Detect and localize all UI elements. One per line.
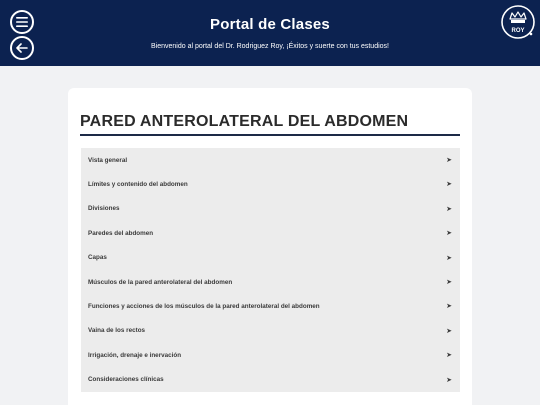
arrow-right-icon: ➤ [446,303,452,311]
arrow-right-icon: ➤ [446,205,452,213]
topic-item-limites[interactable] [81,172,460,196]
topic-label: Divisiones [88,205,120,213]
arrow-right-icon: ➤ [446,157,452,164]
top-header [0,0,540,66]
arrow-right-icon: ➤ [446,327,452,335]
topic-item-capas[interactable] [81,246,460,270]
arrow-right-icon: ➤ [446,230,452,238]
page-title: PARED ANTEROLATERAL DEL ABDOMEN [80,113,409,130]
topic-item-divisiones[interactable] [81,197,460,221]
topic-item-funciones[interactable] [81,294,460,318]
topic-label: Paredes del abdomen [88,229,154,237]
title-divider [80,134,460,136]
roy-crown-logo[interactable] [500,4,536,40]
topic-label: Capas [88,254,107,262]
arrow-right-icon: ➤ [446,181,452,189]
topic-label: Límites y contenido del abdomen [88,180,188,188]
topic-label: Irrigación, drenaje e inervación [88,351,182,359]
content-card [68,88,472,405]
topic-label: Músculos de la pared anterolateral del abdomen [88,278,233,286]
welcome-message: Bienvenido al portal del Dr. Rodriguez Roy, ¡Éxitos y suerte con tus estudios! [151,43,389,50]
topic-item-vista-general[interactable] [81,148,460,172]
topic-item-consideraciones[interactable] [81,368,460,392]
logo-text: ROY [511,28,525,34]
topic-item-vaina[interactable] [81,319,460,343]
portal-title: Portal de Clases [210,16,330,33]
arrow-right-icon: ➤ [446,254,452,262]
topic-label: Vista general [88,156,128,164]
topic-item-musculos[interactable] [81,270,460,294]
topic-list [81,148,460,392]
arrow-right-icon: ➤ [446,352,452,360]
topic-label: Funciones y acciones de los músculos de la pared anterolateral del abdomen [88,302,320,310]
topic-label: Consideraciones clínicas [88,376,164,384]
arrow-right-icon: ➤ [446,376,452,384]
arrow-right-icon: ➤ [446,279,452,286]
topic-label: Vaina de los rectos [88,327,146,335]
topic-item-irrigacion[interactable] [81,343,460,367]
topic-item-paredes[interactable] [81,221,460,245]
